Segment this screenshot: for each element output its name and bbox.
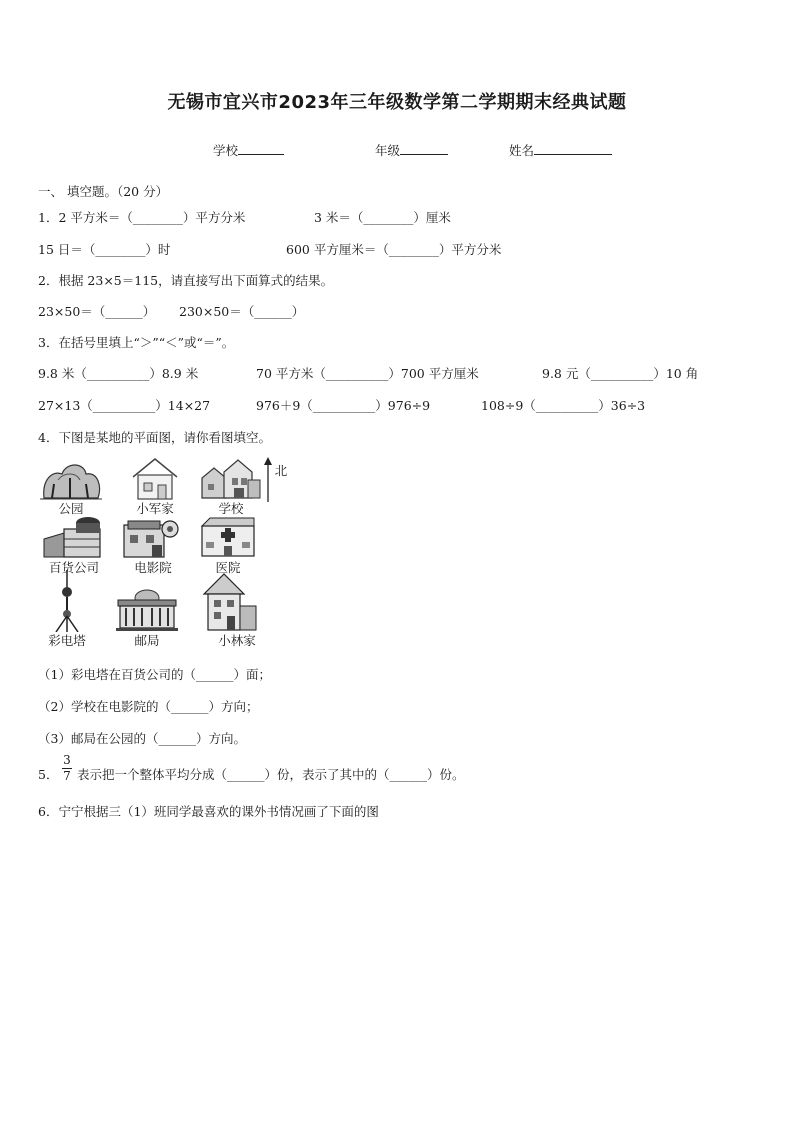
q4-sub1: （1）彩电塔在百货公司的（______）面； xyxy=(38,667,271,682)
school-field xyxy=(213,141,284,159)
school-building-icon xyxy=(198,456,264,500)
q5-number: 5． xyxy=(38,767,59,782)
q1-b: 3 米＝（________）厘米 xyxy=(314,210,451,225)
map-label-xiaolin-home: 小林家 xyxy=(218,633,256,648)
xiaolin-house-icon xyxy=(200,572,258,632)
map-label-xiaojun-home: 小军家 xyxy=(136,501,174,516)
q2-b: 230×50＝（______） xyxy=(179,304,305,319)
school-label: 学校 xyxy=(213,143,239,158)
q3-b: 70 平方米（__________）700 平方厘米 xyxy=(256,366,479,381)
q5-text: 表示把一个整体平均分成（______）份，表示了其中的（______）份。 xyxy=(77,767,465,782)
q1-c: 15 日＝（________）时 xyxy=(38,242,171,257)
q3-c: 9.8 元（__________）10 角 xyxy=(542,366,699,381)
fraction xyxy=(62,754,72,783)
map-label-department-store: 百货公司 xyxy=(48,560,99,575)
name-field xyxy=(509,141,612,159)
q3-e: 976＋9（__________）976÷9 xyxy=(256,398,431,413)
grade-blank[interactable] xyxy=(400,142,448,155)
q4-sub2: （2）学校在电影院的（______）方向； xyxy=(38,699,259,714)
fraction-denominator: 7 xyxy=(63,769,71,783)
post-office-icon xyxy=(114,588,180,632)
grade-field xyxy=(375,141,448,159)
tv-tower-icon xyxy=(50,570,84,632)
name-blank[interactable] xyxy=(534,142,612,155)
map-label-hospital: 医院 xyxy=(215,560,241,575)
north-arrow-icon xyxy=(262,456,274,502)
map-label-cinema: 电影院 xyxy=(134,560,172,575)
q4-sub3: （3）邮局在公园的（______）方向。 xyxy=(38,731,246,746)
q1-d: 600 平方厘米＝（________）平方分米 xyxy=(286,242,502,257)
department-store-icon xyxy=(42,515,102,559)
grade-label: 年级 xyxy=(375,143,401,158)
q4-stem: 4．下图是某地的平面图，请你看图填空。 xyxy=(38,430,271,445)
q6-stem: 6．宁宁根据三（1）班同学最喜欢的课外书情况画了下面的图 xyxy=(38,804,379,819)
fraction-numerator: 3 xyxy=(63,753,71,767)
hospital-icon xyxy=(200,516,256,558)
q3-d: 27×13（__________）14×27 xyxy=(38,398,211,413)
map-label-post-office: 邮局 xyxy=(134,633,160,648)
map-label-school: 学校 xyxy=(218,501,244,516)
page-title: 无锡市宜兴市2023年三年级数学第二学期期末经典试题 xyxy=(167,92,627,113)
q1-a: 1．2 平方米＝（________）平方分米 xyxy=(38,210,246,225)
map-label-park: 公园 xyxy=(58,501,84,516)
section-heading: 一、 填空题。（20 分） xyxy=(38,184,169,199)
q2-stem: 2．根据 23×5＝115，请直接写出下面算式的结果。 xyxy=(38,273,334,288)
q3-stem: 3．在括号里填上“＞”“＜”或“＝”。 xyxy=(38,335,235,350)
school-blank[interactable] xyxy=(238,142,284,155)
north-label: 北 xyxy=(274,463,288,478)
q2-a: 23×50＝（______） xyxy=(38,304,156,319)
house-icon xyxy=(130,457,180,501)
map-label-tv-tower: 彩电塔 xyxy=(48,633,86,648)
park-icon xyxy=(40,458,102,500)
name-label: 姓名 xyxy=(509,143,535,158)
cinema-icon xyxy=(122,517,180,559)
q3-a: 9.8 米（__________）8.9 米 xyxy=(38,366,199,381)
q3-f: 108÷9（__________）36÷3 xyxy=(481,398,646,413)
